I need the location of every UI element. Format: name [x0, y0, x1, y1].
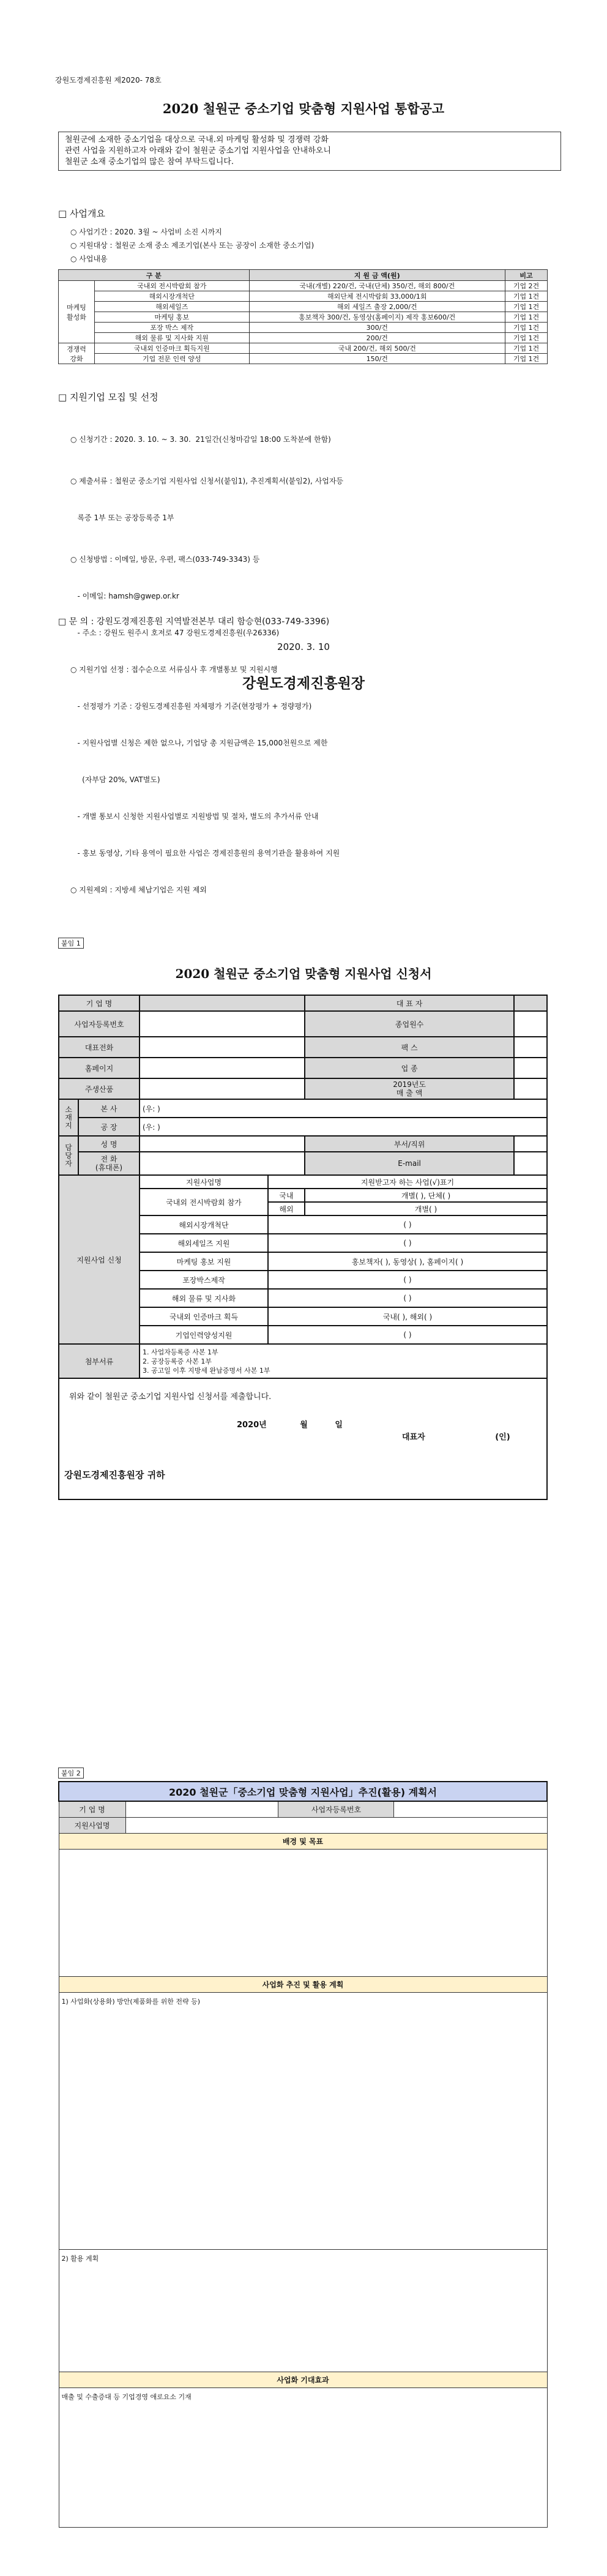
employees-field[interactable] — [514, 1011, 547, 1037]
section-overview-heading: □ 사업개요 — [58, 208, 105, 219]
program-name: 해외세일즈 지원 — [140, 1234, 268, 1252]
domestic-label: 국내 — [268, 1189, 305, 1202]
row-note: 기업 1건 — [505, 323, 548, 333]
intro-line: 관련 사업을 지원하고자 아래와 같이 철원군 중소기업 지원사업을 안내하오니 — [65, 146, 331, 155]
row-note: 기업 1건 — [505, 302, 548, 312]
recruit-item: - 이메일: hamsh@gwep.or.kr — [70, 592, 179, 600]
recruit-item: ○ 신청기간 : 2020. 3. 10. ~ 3. 30. 21일간(신청마감일 18:00 도착분에 한함) — [70, 435, 331, 444]
recruit-item: ○ 지원기업 선정 : 접수순으로 서류심사 후 개별통보 및 지원시행 — [70, 665, 278, 674]
label-support-apply: 지원사업 신청 — [59, 1175, 140, 1344]
group-label: 경쟁력 강화 — [59, 343, 95, 364]
sign-year: 2020년 — [237, 1421, 267, 1430]
industry-field[interactable] — [514, 1058, 547, 1078]
program-name-field[interactable] — [125, 1817, 547, 1833]
overview-item: ○ 지원대상 : 철원군 소재 중소 제조기업(본사 또는 공장이 소재한 중소기업) — [70, 241, 315, 250]
table-header: 지 원 금 액(원) — [249, 270, 505, 281]
background-field[interactable] — [59, 1849, 547, 1976]
sign-ceo-label: 대표자 — [402, 1433, 425, 1442]
program-name: 마케팅 홍보 지원 — [140, 1252, 268, 1271]
section-recruit-heading: □ 지원기업 모집 및 선정 — [58, 392, 158, 403]
row-note: 기업 1건 — [505, 343, 548, 354]
plan-item-1-field[interactable] — [59, 1992, 547, 2249]
sales-field[interactable] — [514, 1078, 547, 1099]
phone-field[interactable] — [140, 1037, 305, 1058]
sales-label-year: 2019년도 — [393, 1080, 426, 1089]
application-form — [58, 995, 548, 1500]
program-check[interactable]: ( ) — [268, 1271, 547, 1289]
plan-item-2: 2) 활용 계획 — [61, 2254, 99, 2263]
sign-date — [237, 1418, 343, 1430]
table-header: 비고 — [505, 270, 548, 281]
label-manager: 담 당 자 — [59, 1136, 78, 1175]
sign-seal: (인) — [495, 1433, 510, 1442]
intro-line: 철원군 소재 중소기업의 많은 참여 부탁드립니다. — [65, 157, 234, 166]
mgr-phone-label: 전 화 — [100, 1155, 117, 1163]
overview-item: ○ 사업내용 — [70, 255, 108, 263]
section-plan: 사업화 추진 및 활용 계획 — [59, 1976, 547, 1992]
row-note: 기업 1건 — [505, 354, 548, 364]
row-name: 마케팅 홍보 — [95, 312, 250, 323]
row-name: 해외시장개척단 — [95, 291, 250, 302]
intro-line: 철원군에 소재한 중소기업을 대상으로 국내․외 마케팅 활성화 및 경쟁력 강화 — [65, 135, 329, 144]
row-note: 기업 1건 — [505, 291, 548, 302]
sales-label-amount: 매 출 액 — [396, 1089, 423, 1097]
row-amount: 해외단체 전시박람회 33,000/1회 — [249, 291, 505, 302]
recruit-item: - 주소 : 강원도 원주시 호저로 47 강원도경제진흥원(우26336) — [70, 629, 280, 637]
dept-field[interactable] — [514, 1136, 547, 1152]
mgr-mobile-label: (휴대폰) — [95, 1163, 123, 1172]
sign-month: 월 — [300, 1421, 308, 1430]
row-amount: 홍보책자 300/건, 동영상(홈페이지) 제작 홍보600/건 — [249, 312, 505, 323]
row-amount: 150/건 — [249, 354, 505, 364]
ceo-field[interactable] — [514, 995, 547, 1011]
col-program: 지원사업명 — [140, 1175, 268, 1189]
row-name: 기업 전문 인력 양성 — [95, 354, 250, 364]
doc-number: 강원도경제진흥원 제2020- 78호 — [55, 76, 162, 84]
row-name: 국내외 인증마크 획득지원 — [95, 343, 250, 354]
label-program-name: 지원사업명 — [59, 1817, 125, 1833]
attach-doc-item: 1. 사업자등록증 사본 1부 — [143, 1348, 218, 1356]
hq-address-field[interactable]: (우: ) — [140, 1099, 547, 1118]
group-label: 마케팅 활성화 — [59, 281, 95, 343]
program-check[interactable]: ( ) — [268, 1234, 547, 1252]
effect-field[interactable] — [59, 2387, 547, 2527]
label-email: E-mail — [305, 1152, 514, 1175]
attach-label: 붙임 2 — [58, 1768, 84, 1779]
mgr-name-field[interactable] — [140, 1136, 305, 1152]
label-industry: 업 종 — [305, 1058, 514, 1078]
overseas-check[interactable]: 개별( ) — [305, 1202, 547, 1215]
row-name: 해외 물류 및 지사화 지원 — [95, 333, 250, 343]
homepage-field[interactable] — [140, 1058, 305, 1078]
program-name: 해외시장개척단 — [140, 1215, 268, 1234]
recruit-item: ○ 신청방법 : 이메일, 방문, 우편, 팩스(033-749-3343) 등 — [70, 555, 260, 564]
application-title: 2020 철원군 중소기업 맞춤형 지원사업 신청서 — [175, 966, 432, 981]
row-amount: 해외 세일즈 출장 2,000/건 — [249, 302, 505, 312]
company-name-field[interactable] — [140, 995, 305, 1011]
col-target: 지원받고자 하는 사업(√)표기 — [268, 1175, 547, 1189]
contact-line: □ 문 의 : 강원도경제진흥원 지역발전본부 대리 함승현(033-749-3396) — [58, 617, 330, 627]
program-check[interactable]: ( ) — [268, 1289, 547, 1307]
program-name: 포장박스제작 — [140, 1271, 268, 1289]
label-fax: 팩 스 — [305, 1037, 514, 1058]
program-check[interactable]: 국내( ), 해외( ) — [268, 1307, 547, 1326]
row-name: 국내외 전시박람회 참가 — [95, 281, 250, 291]
row-note: 기업 1건 — [505, 333, 548, 343]
label-attach-docs: 첨부서류 — [59, 1344, 140, 1378]
company-name-field[interactable] — [125, 1801, 278, 1817]
program-name: 국내외 전시박람회 참가 — [140, 1189, 268, 1215]
label-phone: 대표전화 — [59, 1037, 140, 1058]
program-check[interactable]: ( ) — [268, 1215, 547, 1234]
label-dept: 부서/직위 — [305, 1136, 514, 1152]
overview-item: ○ 사업기간 : 2020. 3월 ~ 사업비 소진 시까지 — [70, 228, 222, 236]
domestic-check[interactable]: 개별( ), 단체( ) — [305, 1189, 547, 1202]
support-amount-table — [58, 269, 548, 364]
plan-item-1: 1) 사업화(상용화) 방안(제품화를 위한 전략 등) — [61, 1997, 201, 2006]
label-biz-reg: 사업자등록번호 — [59, 1011, 140, 1037]
addressee: 강원도경제진흥원장 귀하 — [64, 1469, 165, 1480]
sign-ceo — [402, 1430, 510, 1442]
attach-doc-item: 2. 공장등록증 사본 1부 — [143, 1357, 212, 1365]
recruit-item: - 선정평가 기준 : 강원도경제진흥원 자체평가 기준(현장평가 + 정량평가) — [70, 702, 312, 711]
recruit-item: ○ 지원제외 : 지방세 체납기업은 지원 제외 — [70, 886, 207, 894]
attach-docs-list — [140, 1344, 547, 1378]
recruit-item: - 홍보 동영상, 기타 용역이 필요한 사업은 경제진흥원의 용역기관을 활용하여 지원 — [70, 849, 340, 857]
recruit-item: ○ 제출서류 : 철원군 중소기업 지원사업 신청서(붙임1), 추진계획서(붙임2), 사업자등 — [70, 477, 344, 485]
label-factory: 공 장 — [78, 1118, 140, 1136]
program-name: 국내외 인증마크 획득 — [140, 1307, 268, 1326]
attach-doc-item: 3. 공고일 이후 지방세 완납증명서 사본 1부 — [143, 1366, 270, 1375]
attach-label: 붙임 1 — [58, 938, 84, 949]
declaration-cell — [59, 1378, 547, 1499]
section-background: 배경 및 목표 — [59, 1833, 547, 1849]
section-effect: 사업화 기대효과 — [59, 2372, 547, 2387]
label-ceo: 대 표 자 — [305, 995, 514, 1011]
label-employees: 종업원수 — [305, 1011, 514, 1037]
label-mgr-name: 성 명 — [78, 1136, 140, 1152]
fax-field[interactable] — [514, 1037, 547, 1058]
row-amount: 국내 200/건, 해외 500/건 — [249, 343, 505, 354]
sign-day: 일 — [335, 1421, 343, 1430]
overseas-label: 해외 — [268, 1202, 305, 1215]
table-header: 구 분 — [59, 270, 250, 281]
notice-date: 2020. 3. 10 — [277, 641, 330, 652]
label-location: 소 재 지 — [59, 1099, 78, 1136]
mgr-phone-field[interactable] — [140, 1152, 305, 1175]
factory-address-field[interactable]: (우: ) — [140, 1118, 547, 1136]
intro-box — [58, 132, 561, 171]
row-note: 기업 2건 — [505, 281, 548, 291]
plan-form — [58, 1781, 548, 2528]
label-mgr-phone — [78, 1152, 140, 1175]
effect-desc: 매출 및 수출증대 등 기업경영 애로요소 기재 — [61, 2392, 192, 2401]
recruit-item: - 개별 통보시 신청한 지원사업별로 지원방법 및 절차, 별도의 추가서류 안내 — [70, 812, 319, 821]
plan-title: 2020 철원군「중소기업 맞춤형 지원사업」추진(활용) 계획서 — [59, 1782, 547, 1801]
plan-item-2-field[interactable] — [59, 2249, 547, 2372]
issuer-name: 강원도경제진흥원장 — [242, 676, 365, 692]
biz-reg-field[interactable] — [394, 1801, 547, 1817]
program-name: 기업인력양성지원 — [140, 1326, 268, 1344]
program-name: 해외 물류 및 지사화 — [140, 1289, 268, 1307]
declaration-text: 위와 같이 철원군 중소기업 지원사업 신청서를 제출합니다. — [69, 1392, 272, 1402]
label-sales — [305, 1078, 514, 1099]
recruit-item: (자부담 20%, VAT별도) — [70, 775, 160, 784]
row-name: 해외세일즈 — [95, 302, 250, 312]
row-amount: 300/건 — [249, 323, 505, 333]
main-product-field[interactable] — [140, 1078, 305, 1099]
label-biz-reg: 사업자등록번호 — [278, 1801, 394, 1817]
recruit-item: - 지원사업별 신청은 제한 없으나, 기업당 총 지원금액은 15,000천원으로 제한 — [70, 739, 328, 747]
row-name: 포장 박스 제작 — [95, 323, 250, 333]
row-amount: 국내(개별) 220/건, 국내(단체) 350/건, 해외 800/건 — [249, 281, 505, 291]
program-check[interactable]: 홍보책자( ), 동영상( ), 홈페이지( ) — [268, 1252, 547, 1271]
row-note: 기업 1건 — [505, 312, 548, 323]
label-main-product: 주생산품 — [59, 1078, 140, 1099]
biz-reg-field[interactable] — [140, 1011, 305, 1037]
overview-list — [70, 225, 314, 266]
label-company-name: 기 업 명 — [59, 1801, 125, 1817]
notice-title: 2020 철원군 중소기업 맞춤형 지원사업 통합공고 — [162, 101, 445, 116]
recruit-item: 록증 1부 또는 공장등록증 1부 — [70, 513, 174, 522]
program-check[interactable]: ( ) — [268, 1326, 547, 1344]
recruit-list — [70, 409, 343, 920]
label-homepage: 홈페이지 — [59, 1058, 140, 1078]
label-hq: 본 사 — [78, 1099, 140, 1118]
email-field[interactable] — [514, 1152, 547, 1175]
label-company-name: 기 업 명 — [59, 995, 140, 1011]
row-amount: 200/건 — [249, 333, 505, 343]
